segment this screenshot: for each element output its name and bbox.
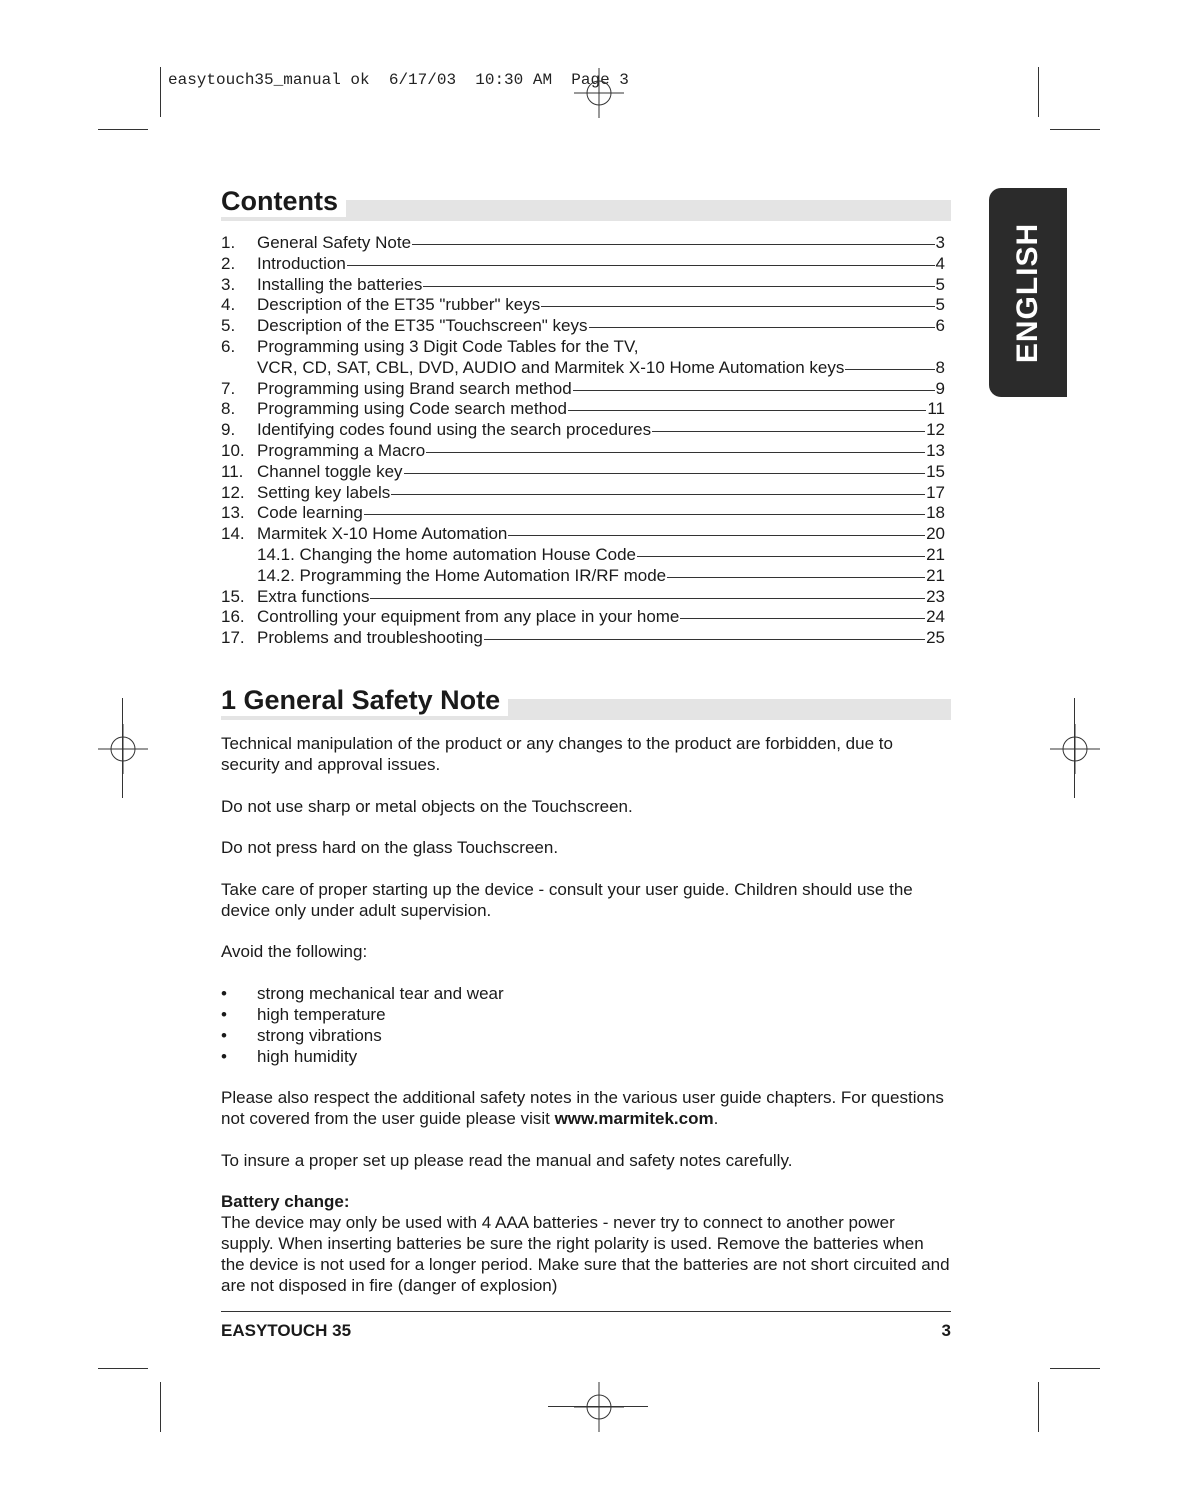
toc-title: Marmitek X-10 Home Automation — [257, 524, 508, 544]
footer-product: EASYTOUCH 35 — [221, 1321, 352, 1340]
toc-number: 8. — [221, 399, 236, 419]
toc-title: Problems and troubleshooting — [257, 628, 483, 648]
toc-number: 7. — [221, 378, 236, 398]
toc-number: 9. — [221, 420, 236, 440]
toc-title: Introduction — [257, 253, 346, 273]
toc-entry[interactable] — [221, 587, 945, 608]
toc-number: 10. — [221, 440, 245, 460]
toc-entry[interactable] — [221, 503, 945, 524]
toc-title: Programming using 3 Digit Code Tables for the TV, — [257, 336, 639, 356]
toc-leader — [845, 369, 934, 370]
registration-line — [1074, 698, 1075, 798]
toc-page: 20 — [926, 524, 945, 544]
toc-entry[interactable] — [221, 524, 945, 545]
list-item-text: high temperature — [257, 1004, 386, 1024]
safety-title: 1 General Safety Note — [221, 684, 508, 716]
toc-entry[interactable] — [221, 295, 945, 316]
toc-number: 11. — [221, 461, 244, 481]
toc-title: Description of the ET35 "Touchscreen" keys — [257, 316, 588, 336]
toc-page: 24 — [926, 607, 945, 627]
safety-body — [221, 733, 951, 1296]
contents-title: Contents — [221, 185, 346, 217]
toc-page: 18 — [926, 503, 945, 523]
toc-title: Extra functions — [257, 586, 370, 606]
battery-title: Battery change: — [221, 1192, 350, 1211]
toc-entry[interactable] — [221, 275, 945, 296]
toc-leader — [568, 410, 926, 411]
toc-title: Installing the batteries — [257, 274, 423, 294]
contents-heading — [221, 185, 951, 221]
toc-page: 25 — [926, 628, 945, 648]
toc-entry[interactable] — [221, 628, 945, 649]
language-tab — [989, 188, 1067, 397]
toc-number: 2. — [221, 253, 236, 273]
toc-number: 1. — [221, 233, 236, 252]
avoid-list — [221, 983, 951, 1067]
toc-page: 5 — [935, 274, 945, 294]
crop-mark — [98, 1368, 148, 1369]
toc-entry[interactable] — [221, 462, 945, 483]
toc-leader — [637, 556, 925, 557]
toc-leader — [652, 431, 925, 432]
registration-mark-icon — [98, 724, 148, 774]
toc-number: 14. — [221, 524, 245, 544]
paragraph: Do not press hard on the glass Touchscreen. — [221, 838, 559, 857]
list-item-text: strong mechanical tear and wear — [257, 983, 504, 1003]
toc-title: General Safety Note — [257, 233, 412, 252]
toc-page: 11 — [927, 399, 945, 419]
toc-number: 12. — [221, 482, 245, 502]
table-of-contents — [221, 233, 945, 649]
toc-title: 14.2. Programming the Home Automation IR/RF mode — [257, 565, 667, 585]
toc-title: VCR, CD, SAT, CBL, DVD, AUDIO and Marmitek X-10 Home Automation keys — [257, 357, 845, 377]
toc-page: 15 — [926, 461, 945, 481]
toc-page: 13 — [926, 440, 945, 460]
toc-entry[interactable] — [221, 316, 945, 337]
toc-title: Programming using Code search method — [257, 399, 567, 419]
toc-entry[interactable] — [221, 545, 945, 566]
toc-title: Programming a Macro — [257, 440, 426, 460]
toc-number: 4. — [221, 295, 236, 315]
paragraph: Avoid the following: — [221, 942, 368, 961]
crop-mark — [98, 129, 148, 130]
crop-mark — [1050, 1368, 1100, 1369]
list-item — [221, 983, 951, 1004]
toc-entry[interactable] — [221, 337, 945, 358]
toc-title: Identifying codes found using the search procedures — [257, 420, 652, 440]
paragraph-text: Please also respect the additional safety notes in the various user guide chapters. For questions not covered from the user guide please visit — [221, 1088, 944, 1128]
crop-mark — [160, 67, 161, 117]
toc-leader — [589, 327, 935, 328]
paragraph — [221, 1087, 951, 1129]
toc-leader — [423, 286, 934, 287]
crop-mark — [1038, 67, 1039, 117]
registration-line — [122, 698, 123, 798]
battery-text: The device may only be used with 4 AAA batteries - never try to connect to another power supply. When inserting batteries be sure the right polarity is used. Remove the batteries when the device is not used for a longer period. Make sure that the batteries are not short circuited and are not disposed in fire (danger of explosion) — [221, 1213, 950, 1295]
safety-heading — [221, 684, 951, 720]
paragraph-end: . — [713, 1109, 719, 1128]
battery-section — [221, 1191, 951, 1296]
toc-leader — [508, 535, 925, 536]
bullet: • — [221, 1025, 227, 1045]
toc-leader — [347, 265, 935, 266]
bullet: • — [221, 1046, 227, 1066]
toc-page: 6 — [935, 316, 945, 336]
toc-title: Controlling your equipment from any place in your home — [257, 607, 680, 627]
toc-page: 5 — [935, 295, 945, 315]
toc-page: 17 — [926, 482, 945, 502]
toc-leader — [667, 577, 925, 578]
website-link[interactable]: www.marmitek.com — [554, 1109, 714, 1128]
toc-leader — [364, 514, 925, 515]
toc-title: Programming using Brand search method — [257, 378, 572, 398]
toc-page: 8 — [935, 357, 945, 377]
footer-rule — [221, 1311, 951, 1312]
toc-entry[interactable] — [221, 441, 945, 462]
toc-title: Setting key labels — [257, 482, 391, 502]
registration-line — [548, 1406, 648, 1407]
paragraph: Do not use sharp or metal objects on the Touchscreen. — [221, 796, 633, 816]
list-item-text: high humidity — [257, 1046, 358, 1066]
toc-entry[interactable] — [221, 358, 945, 379]
registration-mark-icon — [1050, 724, 1100, 774]
toc-number: 17. — [221, 628, 245, 648]
bullet: • — [221, 983, 227, 1003]
toc-entry[interactable] — [221, 254, 945, 275]
toc-leader — [391, 494, 925, 495]
toc-entry[interactable] — [221, 607, 945, 628]
toc-entry[interactable] — [221, 483, 945, 504]
paragraph: Take care of proper starting up the device - consult your user guide. Children should use the device only under adult supervision. — [221, 879, 913, 920]
toc-leader — [541, 306, 934, 307]
toc-leader — [412, 244, 935, 245]
toc-page: 12 — [926, 420, 945, 440]
paragraph: To insure a proper set up please read the manual and safety notes carefully. — [221, 1150, 793, 1170]
crop-mark — [1050, 129, 1100, 130]
toc-number: 3. — [221, 274, 236, 294]
toc-title: Code learning — [257, 503, 363, 523]
list-item — [221, 1046, 951, 1067]
toc-page: 3 — [935, 233, 945, 252]
list-item — [221, 1004, 951, 1025]
toc-leader — [680, 618, 925, 619]
toc-leader — [370, 598, 925, 599]
toc-leader — [404, 473, 926, 474]
toc-entry[interactable] — [221, 566, 945, 587]
toc-number: 5. — [221, 316, 236, 336]
registration-mark-icon — [574, 68, 624, 118]
toc-page: 4 — [935, 253, 945, 273]
list-item — [221, 1025, 951, 1046]
toc-number: 16. — [221, 607, 245, 627]
toc-leader — [573, 390, 935, 391]
toc-leader — [484, 639, 925, 640]
crop-mark — [1038, 1382, 1039, 1432]
toc-page: 21 — [926, 565, 945, 585]
language-tab-label: ENGLISH — [1011, 222, 1044, 363]
print-slug: easytouch35_manual ok 6/17/03 10:30 AM Page 3 — [168, 71, 629, 89]
toc-title: Channel toggle key — [257, 461, 403, 481]
toc-leader — [426, 452, 925, 453]
toc-page: 21 — [926, 544, 945, 564]
list-item-text: strong vibrations — [257, 1025, 382, 1045]
toc-page: 23 — [926, 586, 945, 606]
toc-entry[interactable] — [221, 420, 945, 441]
bullet: • — [221, 1004, 227, 1024]
toc-title: Description of the ET35 "rubber" keys — [257, 295, 541, 315]
toc-title: 14.1. Changing the home automation House Code — [257, 544, 636, 564]
toc-number: 6. — [221, 336, 236, 356]
registration-mark-icon — [574, 1382, 624, 1432]
crop-mark — [160, 1382, 161, 1432]
toc-entry[interactable] — [221, 399, 945, 420]
toc-entry[interactable] — [221, 379, 945, 400]
footer-page-number: 3 — [941, 1321, 951, 1340]
toc-number: 15. — [221, 586, 245, 606]
toc-page: 9 — [935, 378, 945, 398]
paragraph: Technical manipulation of the product or any changes to the product are forbidden, due to security and approval issues. — [221, 734, 893, 774]
toc-number: 13. — [221, 503, 245, 523]
toc-entry[interactable] — [221, 233, 945, 254]
